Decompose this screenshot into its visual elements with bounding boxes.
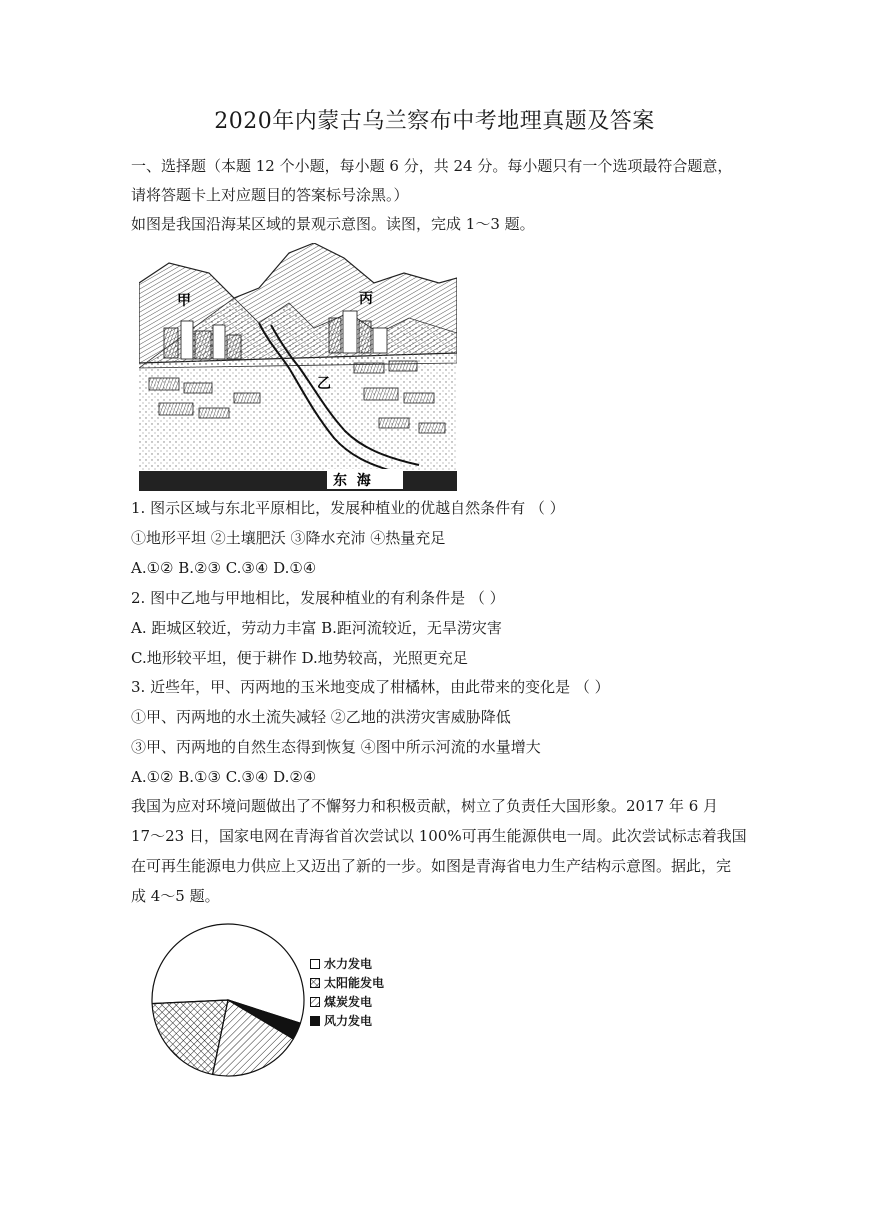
intro-4-5-line4: 成 4～5 题。 [131, 887, 220, 905]
section-header-line1: 一、选择题（本题 12 个小题，每小题 6 分，共 24 分。每小题只有一个选项最符合题意， [131, 157, 733, 175]
pie-legend [310, 955, 420, 1035]
label-jia: 甲 [177, 293, 191, 309]
legend-swatch-solar [310, 978, 320, 988]
q3-options: A.①② B.①③ C.③④ D.②④ [131, 768, 317, 786]
q1-stem: 1. 图示区域与东北平原相比，发展种植业的优越自然条件有 （ ） [131, 499, 565, 517]
q3-items-line2: ③甲、丙两地的自然生态得到恢复 ④图中所示河流的水量增大 [131, 738, 541, 756]
label-yi: 乙 [317, 376, 331, 392]
q2-options-line1: A. 距城区较近，劳动力丰富 B.距河流较近，无旱涝灾害 [131, 619, 502, 637]
legend-swatch-hydro [310, 959, 320, 969]
intro-questions-1-3: 如图是我国沿海某区域的景观示意图。读图，完成 1～3 题。 [131, 215, 535, 233]
intro-4-5-line3: 在可再生能源电力供应上又迈出了新的一步。如图是青海省电力生产结构示意图。据此，完 [131, 857, 732, 875]
coastal-landscape-figure [139, 243, 457, 491]
q3-items-line1: ①甲、丙两地的水土流失减轻 ②乙地的洪涝灾害威胁降低 [131, 708, 511, 726]
q2-stem: 2. 图中乙地与甲地相比，发展种植业的有利条件是 （ ） [131, 589, 505, 607]
legend-swatch-wind [310, 1016, 320, 1026]
sea-band [139, 471, 457, 491]
intro-4-5-line2: 17～23 日，国家电网在青海省首次尝试以 100%可再生能源供电一周。此次尝试标志着我国 [131, 827, 747, 845]
intro-4-5-line1: 我国为应对环境问题做出了不懈努力和积极贡献，树立了负责任大国形象。2017 年 6 月 [131, 797, 719, 815]
legend-label-coal: 煤炭发电 [324, 995, 373, 1009]
legend-swatch-coal [310, 997, 320, 1007]
legend-label-solar: 太阳能发电 [324, 976, 385, 990]
label-east-sea: 东 海 [333, 473, 371, 489]
q3-stem: 3. 近些年，甲、丙两地的玉米地变成了柑橘林，由此带来的变化是 （ ） [131, 678, 610, 696]
page-title: 2020年内蒙古乌兰察布中考地理真题及答案 [214, 109, 655, 134]
q2-options-line2: C.地形较平坦，便于耕作 D.地势较高，光照更充足 [131, 649, 468, 667]
q1-options: A.①② B.②③ C.③④ D.①④ [131, 559, 317, 577]
legend-label-hydro: 水力发电 [324, 957, 373, 971]
section-header-line2: 请将答题卡上对应题目的答案标号涂黑。） [131, 186, 409, 204]
q1-items: ①地形平坦 ②土壤肥沃 ③降水充沛 ④热量充足 [131, 529, 446, 547]
legend-label-wind: 风力发电 [324, 1014, 373, 1028]
label-bing: 丙 [359, 291, 373, 307]
